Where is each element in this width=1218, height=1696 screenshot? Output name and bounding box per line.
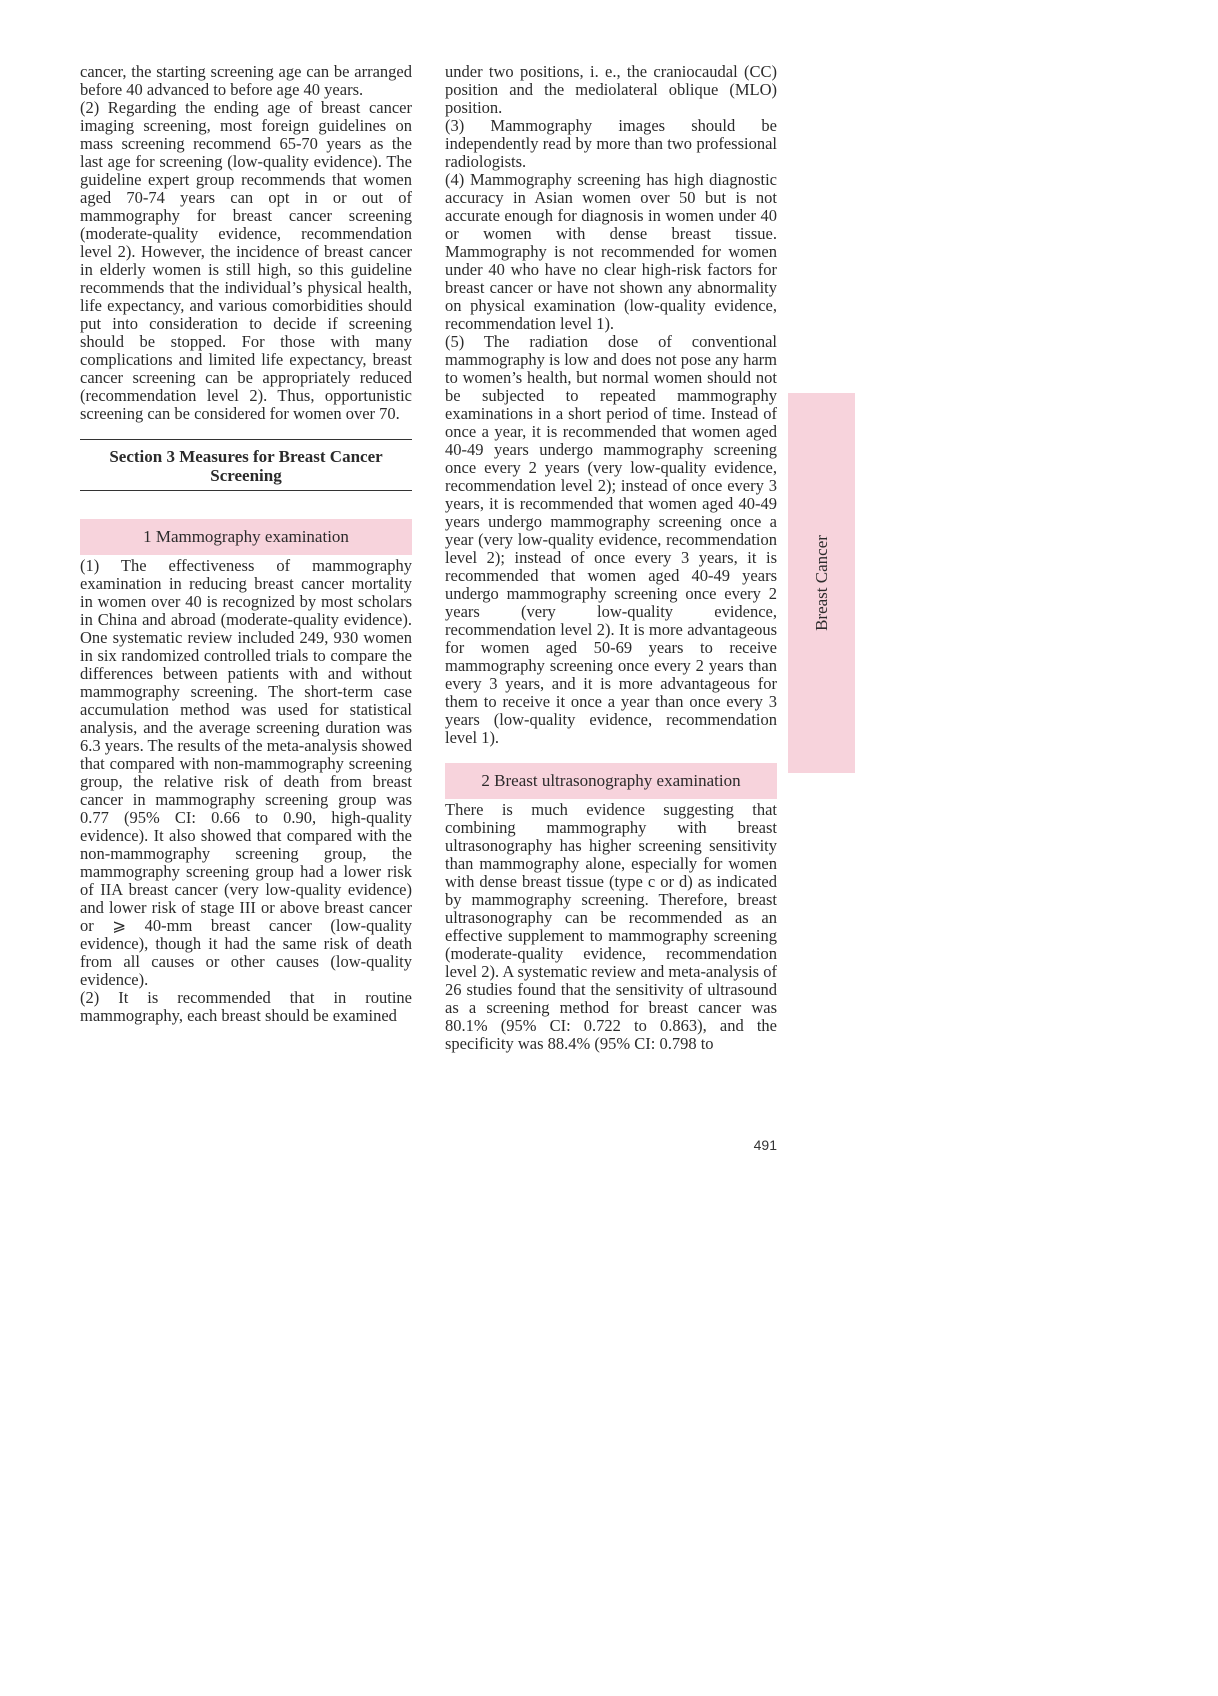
side-tab	[788, 393, 855, 773]
paragraph: There is much evidence suggesting that combining mammography with breast ultrasonography has higher screening sensitivity than mammography alone, especially for women with dense breast tissue (type c or d) as indicated by mammography screening. Therefore, breast ultrasonography can be recommended as an effective supplement to mammography screening (moderate-quality evidence, recommendation level 2). A systematic review and meta-analysis of 26 studies found that the sensitivity of ultrasound as a screening method for breast cancer was 80.1% (95% CI: 0.722 to 0.863), and the specificity was 88.4% (95% CI: 0.798 to	[445, 800, 777, 1053]
paragraph: (1) The effectiveness of mammography examination in reducing breast cancer mortality in women over 40 is recognized by most scholars in China and abroad (moderate-quality evidence). One systematic review included 249, 930 women in six randomized controlled trials to compare the differences between patients with and without mammography screening. The short-term case accumulation method was used for statistical analysis, and the average screening duration was 6.3 years. The results of the meta-analysis showed that compared with non-mammography screening group, the relative risk of death from breast cancer in mammography screening group was 0.77 (95% CI: 0.66 to 0.90, high-quality evidence). It also showed that compared with the non-mammography screening group, the mammography screening group had a lower risk of IIA breast cancer (very low-quality evidence) and lower risk of stage III or above breast cancer or ⩾ 40-mm breast cancer (low-quality evidence), though it had the same risk of death from all causes or other causes (low-quality evidence).	[80, 556, 412, 989]
paragraph: (2) It is recommended that in routine mammography, each breast should be examined	[80, 988, 412, 1025]
paragraph: (2) Regarding the ending age of breast cancer imaging screening, most foreign guidelines on mass screening recommend 65-70 years as the last age for screening (low-quality evidence). The guideline expert group recommends that women aged 70-74 years can opt in or out of mammography for breast cancer screening (moderate-quality evidence, recommendation level 2). However, the incidence of breast cancer in elderly women is still high, so this guideline recommends that the individual’s physical health, life expectancy, and various comorbidities should put into consideration to decide if screening should be stopped. For those with many complications and limited life expectancy, breast cancer screening can be appropriately reduced (recommendation level 2). Thus, opportunistic screening can be considered for women over 70.	[80, 98, 412, 423]
page-number: 491	[753, 1137, 777, 1153]
paragraph: under two positions, i. e., the craniocaudal (CC) position and the mediolateral oblique (MLO) position.	[445, 62, 777, 117]
paragraph: cancer, the starting screening age can be arranged before 40 advanced to before age 40 years.	[80, 62, 412, 99]
paragraph: (4) Mammography screening has high diagnostic accuracy in Asian women over 50 but is not accurate enough for diagnosis in women under 40 or women with dense breast tissue. Mammography is not recommended for women under 40 who have no clear high-risk factors for breast cancer or have not shown any abnormality on physical examination (low-quality evidence, recommendation level 1).	[445, 170, 777, 333]
subsection-heading-ultrasonography: 2 Breast ultrasonography examination	[445, 763, 777, 799]
subsection-heading-mammography: 1 Mammography examination	[80, 519, 412, 555]
section-heading: Section 3 Measures for Breast Cancer Screening	[80, 439, 412, 491]
side-tab-label: Breast Cancer	[811, 535, 831, 631]
paragraph: (3) Mammography images should be independently read by more than two professional radiologists.	[445, 116, 777, 171]
left-column	[80, 63, 412, 1025]
right-column	[445, 63, 777, 1053]
paragraph: (5) The radiation dose of conventional mammography is low and does not pose any harm to women’s health, but normal women should not be subjected to repeated mammography examinations in a short period of time. Instead of once a year, it is recommended that women aged 40-49 years undergo mammography screening once every 2 years (very low-quality evidence, recommendation level 2); instead of once every 3 years, it is recommended that women aged 40-49 years undergo mammography screening once a year (very low-quality evidence, recommendation level 2); instead of once every 3 years, it is recommended that women aged 40-49 years undergo mammography screening once every 2 years (very low-quality evidence, recommendation level 2). It is more advantageous for women aged 50-69 years to receive mammography screening once every 2 years than every 3 years, and it is more advantageous for them to receive it once a year than once every 3 years (low-quality evidence, recommendation level 1).	[445, 332, 777, 747]
